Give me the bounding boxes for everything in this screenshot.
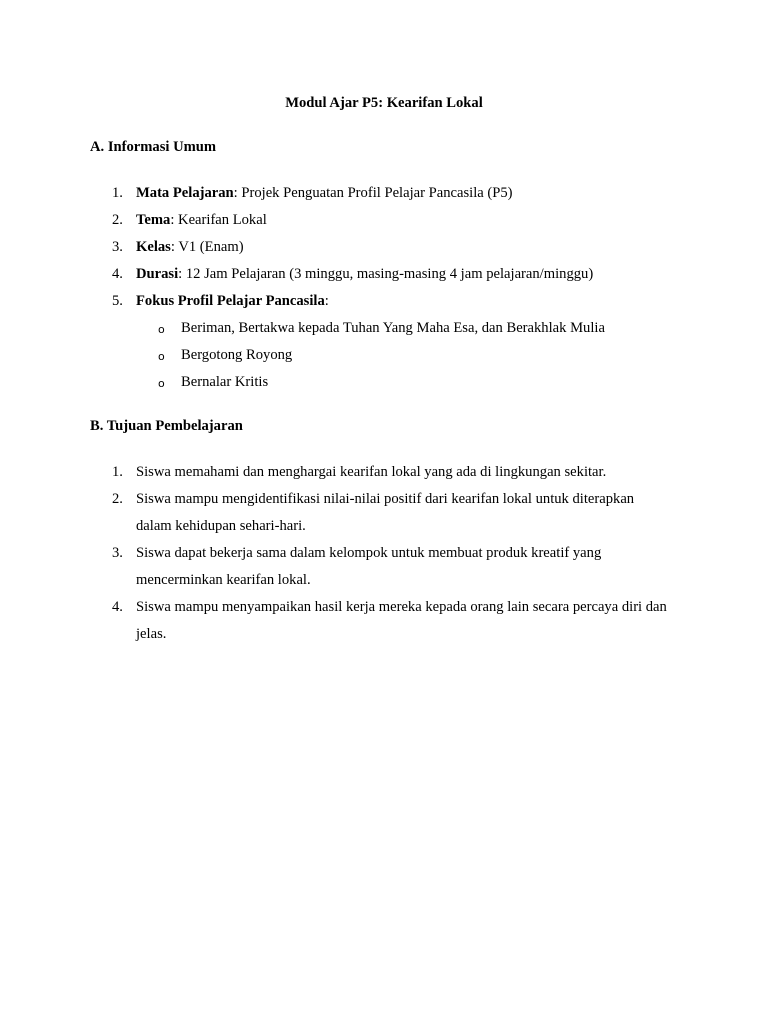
item-label: Tema [136, 212, 171, 228]
list-item [0, 486, 671, 540]
list-item [0, 207, 671, 234]
item-text: Siswa memahami dan menghargai kearifan lokal yang ada di lingkungan sekitar. [136, 464, 607, 480]
item-value: : Kearifan Lokal [170, 212, 267, 228]
profile-focus-sublist [136, 315, 671, 396]
item-text: Siswa mampu menyampaikan hasil kerja mereka kepada orang lain secara percaya diri dan jelas. [136, 599, 667, 642]
item-label: Kelas [136, 239, 171, 255]
item-label: Mata Pelajaran [136, 185, 234, 201]
item-text: Siswa mampu mengidentifikasi nilai-nilai positif dari kearifan lokal untuk diterapkan dalam kehidupan sehari-hari. [136, 491, 635, 534]
sublist-item [136, 369, 671, 396]
list-number: 2. [112, 212, 123, 228]
item-value: : V1 (Enam) [170, 239, 244, 255]
list-item [0, 459, 671, 486]
sublist-item-text: Bernalar Kritis [181, 374, 269, 390]
document-title: Modul Ajar P5: Kearifan Lokal [285, 95, 483, 111]
list-number: 3. [112, 239, 123, 255]
circle-bullet-icon: o [158, 350, 165, 363]
sublist-item [136, 342, 671, 369]
list-number: 5. [112, 293, 123, 309]
item-value: : 12 Jam Pelajaran (3 minggu, masing-masing 4 jam pelajaran/minggu) [178, 266, 594, 282]
circle-bullet-icon: o [158, 323, 165, 336]
list-number: 1. [112, 185, 123, 201]
item-value: : Projek Penguatan Profil Pelajar Pancasila (P5) [233, 185, 513, 201]
item-label: Durasi [136, 266, 179, 282]
sublist-item-text: Beriman, Bertakwa kepada Tuhan Yang Maha Esa, dan Berakhlak Mulia [181, 320, 605, 336]
section-b-heading: B. Tujuan Pembelajaran [90, 418, 243, 434]
list-item [0, 594, 671, 648]
list-number: 1. [112, 464, 123, 480]
item-label: Fokus Profil Pelajar Pancasila [136, 293, 325, 309]
item-text: Siswa dapat bekerja sama dalam kelompok untuk membuat produk kreatif yang mencerminkan kearifan lokal. [136, 545, 602, 588]
list-item [0, 261, 671, 288]
list-item [0, 540, 671, 594]
learning-objectives-list [0, 459, 768, 648]
list-number: 3. [112, 545, 123, 561]
circle-bullet-icon: o [158, 377, 165, 390]
list-item [0, 288, 671, 396]
section-a-heading: A. Informasi Umum [90, 139, 217, 155]
general-info-list [0, 180, 768, 396]
item-value: : [324, 293, 329, 309]
list-item [0, 180, 671, 207]
list-number: 4. [112, 599, 123, 615]
list-number: 2. [112, 491, 123, 507]
list-number: 4. [112, 266, 123, 282]
sublist-item-text: Bergotong Royong [181, 347, 293, 363]
sublist-item [136, 315, 671, 342]
list-item [0, 234, 671, 261]
